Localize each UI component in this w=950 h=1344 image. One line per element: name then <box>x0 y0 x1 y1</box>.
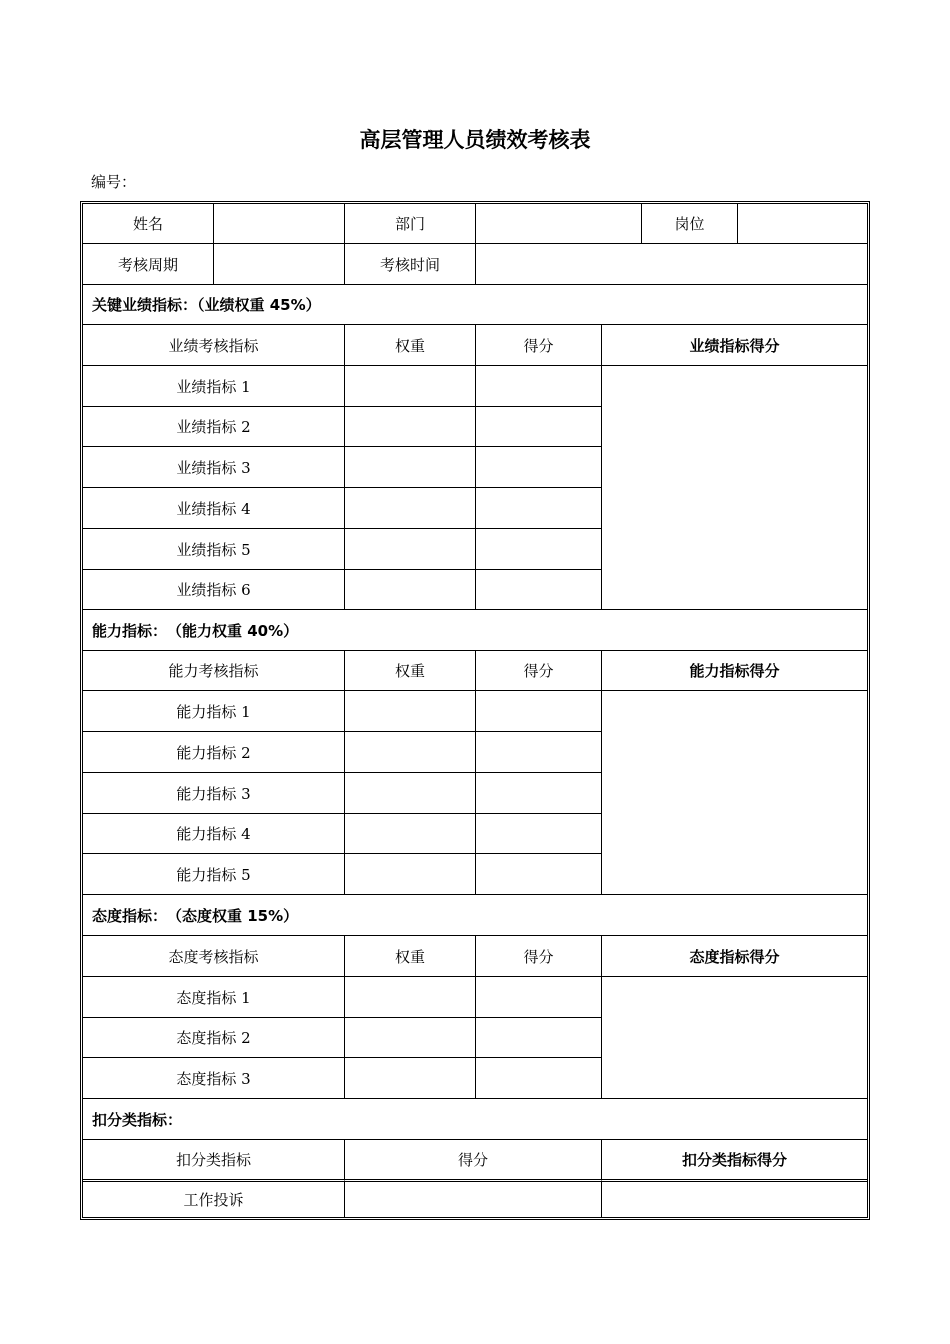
time-label: 考核时间 <box>345 244 476 285</box>
attitude-item: 态度指标 1 <box>83 977 345 1018</box>
performance-score-field[interactable] <box>476 447 602 488</box>
ability-item: 能力指标 1 <box>83 691 345 732</box>
ability-header-indicator: 能力考核指标 <box>83 651 345 691</box>
performance-section-title: 关键业绩指标：（业绩权重 45%） <box>83 285 867 325</box>
performance-weight-field[interactable] <box>345 570 476 610</box>
attitude-score-field[interactable] <box>476 1018 602 1058</box>
performance-score-field[interactable] <box>476 488 602 529</box>
performance-header-total: 业绩指标得分 <box>602 325 867 366</box>
performance-header-indicator: 业绩考核指标 <box>83 325 345 366</box>
ability-score-field[interactable] <box>476 814 602 854</box>
ability-header-weight: 权重 <box>345 651 476 691</box>
attitude-weight-field[interactable] <box>345 977 476 1018</box>
performance-item: 业绩指标 4 <box>83 488 345 529</box>
deduction-header-score: 得分 <box>345 1140 602 1182</box>
ability-weight-field[interactable] <box>345 814 476 854</box>
ability-weight-field[interactable] <box>345 691 476 732</box>
deduction-total-field[interactable] <box>602 1182 867 1217</box>
performance-weight-field[interactable] <box>345 447 476 488</box>
performance-weight-field[interactable] <box>345 366 476 407</box>
deduction-header-indicator: 扣分类指标 <box>83 1140 345 1182</box>
performance-weight-field[interactable] <box>345 529 476 570</box>
deduction-section-title: 扣分类指标： <box>83 1099 867 1140</box>
performance-item: 业绩指标 2 <box>83 407 345 447</box>
attitude-header-indicator: 态度考核指标 <box>83 936 345 977</box>
ability-score-field[interactable] <box>476 773 602 814</box>
ability-total-field[interactable] <box>602 691 867 895</box>
performance-item: 业绩指标 6 <box>83 570 345 610</box>
ability-score-field[interactable] <box>476 732 602 773</box>
position-field[interactable] <box>738 204 867 244</box>
ability-weight-field[interactable] <box>345 773 476 814</box>
performance-score-field[interactable] <box>476 366 602 407</box>
attitude-section-title: 态度指标： （态度权重 15%） <box>83 895 867 936</box>
ability-weight-field[interactable] <box>345 854 476 895</box>
appraisal-form <box>80 201 870 1220</box>
ability-item: 能力指标 2 <box>83 732 345 773</box>
performance-item: 业绩指标 1 <box>83 366 345 407</box>
position-label: 岗位 <box>642 204 738 244</box>
page-title: 高层管理人员绩效考核表 <box>359 128 591 152</box>
performance-weight-field[interactable] <box>345 488 476 529</box>
department-field[interactable] <box>476 204 642 244</box>
period-field[interactable] <box>214 244 345 285</box>
name-field[interactable] <box>214 204 345 244</box>
time-field[interactable] <box>476 244 867 285</box>
performance-weight-field[interactable] <box>345 407 476 447</box>
attitude-total-field[interactable] <box>602 977 867 1099</box>
ability-item: 能力指标 3 <box>83 773 345 814</box>
performance-score-field[interactable] <box>476 407 602 447</box>
performance-header-score: 得分 <box>476 325 602 366</box>
deduction-header-total: 扣分类指标得分 <box>602 1140 867 1182</box>
attitude-score-field[interactable] <box>476 1058 602 1099</box>
attitude-header-weight: 权重 <box>345 936 476 977</box>
ability-item: 能力指标 4 <box>83 814 345 854</box>
ability-weight-field[interactable] <box>345 732 476 773</box>
name-label: 姓名 <box>83 204 214 244</box>
attitude-header-total: 态度指标得分 <box>602 936 867 977</box>
performance-score-field[interactable] <box>476 529 602 570</box>
attitude-weight-field[interactable] <box>345 1058 476 1099</box>
attitude-score-field[interactable] <box>476 977 602 1018</box>
ability-header-total: 能力指标得分 <box>602 651 867 691</box>
deduction-score-field[interactable] <box>345 1182 602 1217</box>
ability-score-field[interactable] <box>476 691 602 732</box>
performance-header-weight: 权重 <box>345 325 476 366</box>
performance-total-field[interactable] <box>602 366 867 610</box>
attitude-item: 态度指标 3 <box>83 1058 345 1099</box>
attitude-header-score: 得分 <box>476 936 602 977</box>
serial-number-label: 编号： <box>91 173 137 191</box>
attitude-item: 态度指标 2 <box>83 1018 345 1058</box>
ability-section-title: 能力指标： （能力权重 40%） <box>83 610 867 651</box>
ability-score-field[interactable] <box>476 854 602 895</box>
period-label: 考核周期 <box>83 244 214 285</box>
ability-item: 能力指标 5 <box>83 854 345 895</box>
performance-item: 业绩指标 3 <box>83 447 345 488</box>
performance-item: 业绩指标 5 <box>83 529 345 570</box>
attitude-weight-field[interactable] <box>345 1018 476 1058</box>
ability-header-score: 得分 <box>476 651 602 691</box>
deduction-item: 工作投诉 <box>83 1182 345 1217</box>
department-label: 部门 <box>345 204 476 244</box>
performance-score-field[interactable] <box>476 570 602 610</box>
